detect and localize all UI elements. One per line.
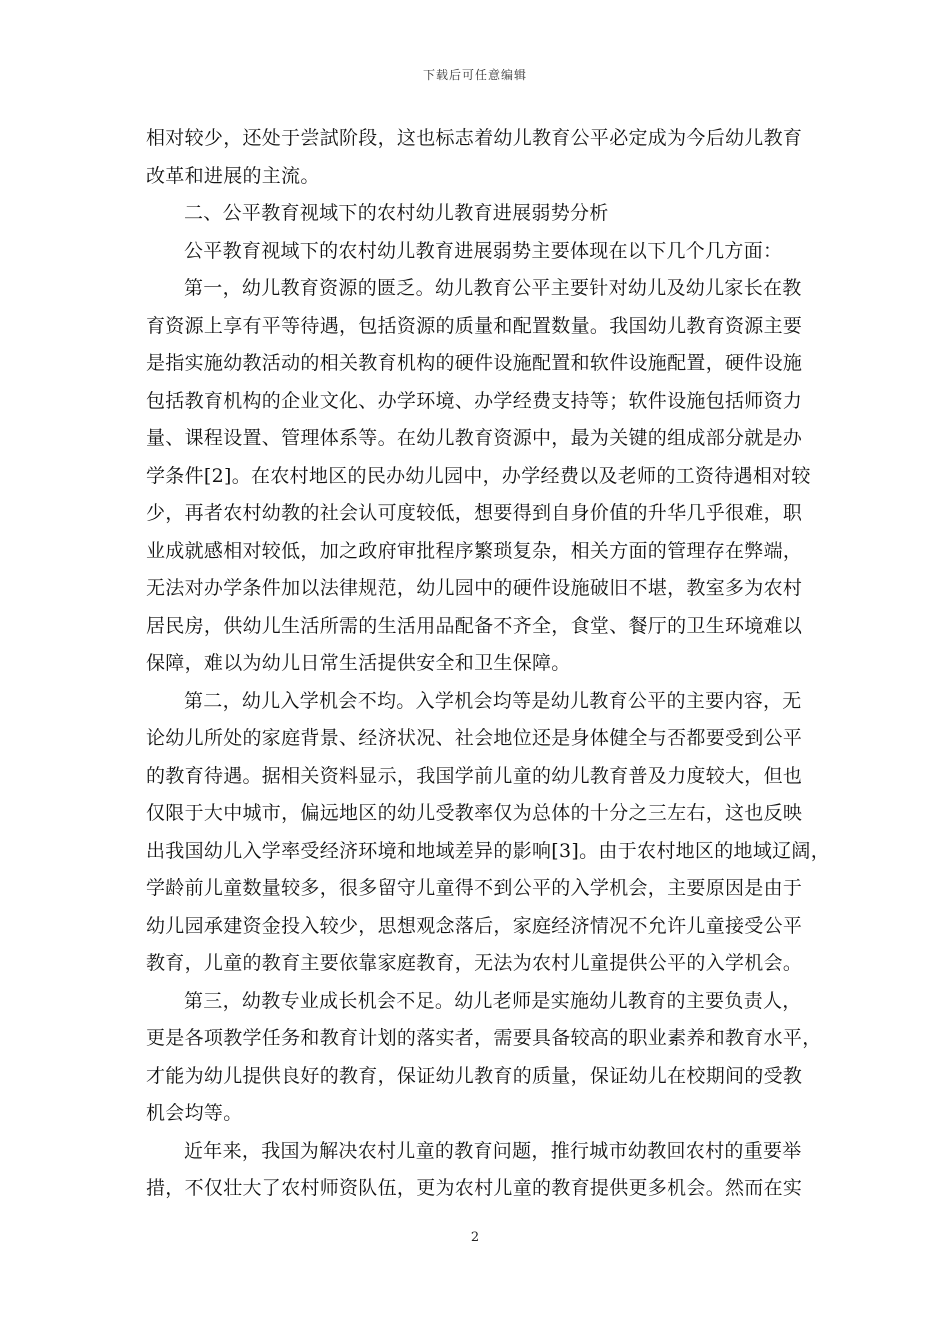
body-line: 量、课程设置、管理体系等。在幼儿教育资源中，最为关键的组成部分就是办 xyxy=(146,427,803,449)
body-line: 的教育待遇。据相关资料显示，我国学前儿童的幼儿教育普及力度较大，但也 xyxy=(146,764,803,787)
body-line: 是指实施幼教活动的相关教育机构的硬件设施配置和软件设施配置，硬件设施 xyxy=(146,352,803,374)
body-line: 学条件[2]。在农村地区的民办幼儿园中，办学经费以及老师的工资待遇相对较 xyxy=(146,464,811,487)
body-line: 保障，难以为幼儿日常生活提供安全和卫生保障。 xyxy=(146,652,571,674)
page-number: 2 xyxy=(470,1230,480,1245)
section-heading: 二、公平教育视域下的农村幼儿教育进展弱势分析 xyxy=(184,202,609,224)
body-line: 教育，儿童的教育主要依靠家庭教育，无法为农村儿童提供公平的入学机会。 xyxy=(146,952,803,974)
body-line: 改革和进展的主流。 xyxy=(146,164,320,187)
paragraph-first-line: 近年来，我国为解决农村儿童的教育问题，推行城市幼教回农村的重要举 xyxy=(184,1139,802,1162)
body-line: 居民房，供幼儿生活所需的生活用品配备不齐全，食堂、餐厅的卫生环境难以 xyxy=(146,614,803,637)
body-line: 学龄前儿童数量较多，很多留守儿童得不到公平的入学机会，主要原因是由于 xyxy=(146,877,803,899)
paragraph-first-line: 第二，幼儿入学机会不均。入学机会均等是幼儿教育公平的主要内容，无 xyxy=(184,689,802,712)
body-line: 机会均等。 xyxy=(146,1102,243,1124)
body-line: 措，不仅壮大了农村师资队伍，更为农村儿童的教育提供更多机会。然而在实 xyxy=(146,1177,803,1199)
body-line: 幼儿园承建资金投入较少，思想观念落后，家庭经济情况不允许儿童接受公平 xyxy=(146,914,803,937)
body-line: 相对较少，还处于尝試阶段，这也标志着幼儿教育公平必定成为今后幼儿教育 xyxy=(146,127,803,149)
paragraph-first-line: 第一，幼儿教育资源的匮乏。幼儿教育公平主要针对幼儿及幼儿家长在教 xyxy=(184,277,802,299)
document-body xyxy=(146,120,831,1208)
paragraph-first-line: 第三，幼教专业成长机会不足。幼儿老师是实施幼儿教育的主要负责人， xyxy=(184,989,802,1012)
body-line: 才能为幼儿提供良好的教育，保证幼儿教育的质量，保证幼儿在校期间的受教 xyxy=(146,1064,803,1087)
page-header-note: 下载后可任意编辑 xyxy=(422,68,527,82)
body-line: 公平教育视域下的农村幼儿教育进展弱势主要体现在以下几个几方面： xyxy=(184,239,783,262)
body-line: 包括教育机构的企业文化、办学环境、办学经费支持等；软件设施包括师资力 xyxy=(146,389,803,412)
body-line: 仅限于大中城市，偏远地区的幼儿受教率仅为总体的十分之三左右，这也反映 xyxy=(146,802,803,824)
body-line: 出我国幼儿入学率受经济环境和地域差异的影响[3]。由于农村地区的地域辽阔， xyxy=(146,839,831,862)
body-line: 论幼儿所处的家庭背景、经济状况、社会地位还是身体健全与否都要受到公平 xyxy=(146,727,803,749)
body-line: 业成就感相对较低，加之政府审批程序繁琐复杂，相关方面的管理存在弊端， xyxy=(146,539,803,562)
body-line: 无法对办学条件加以法律规范，幼儿园中的硬件设施破旧不堪，教室多为农村 xyxy=(146,577,803,599)
body-line: 少，再者农村幼教的社会认可度较低，想要得到自身价值的升华几乎很难，职 xyxy=(146,502,803,524)
body-line: 育资源上享有平等待遇，包括资源的质量和配置数量。我国幼儿教育资源主要 xyxy=(146,314,803,337)
body-line: 更是各项教学任务和教育计划的落实者，需要具备较高的职业素养和教育水平， xyxy=(146,1027,822,1049)
